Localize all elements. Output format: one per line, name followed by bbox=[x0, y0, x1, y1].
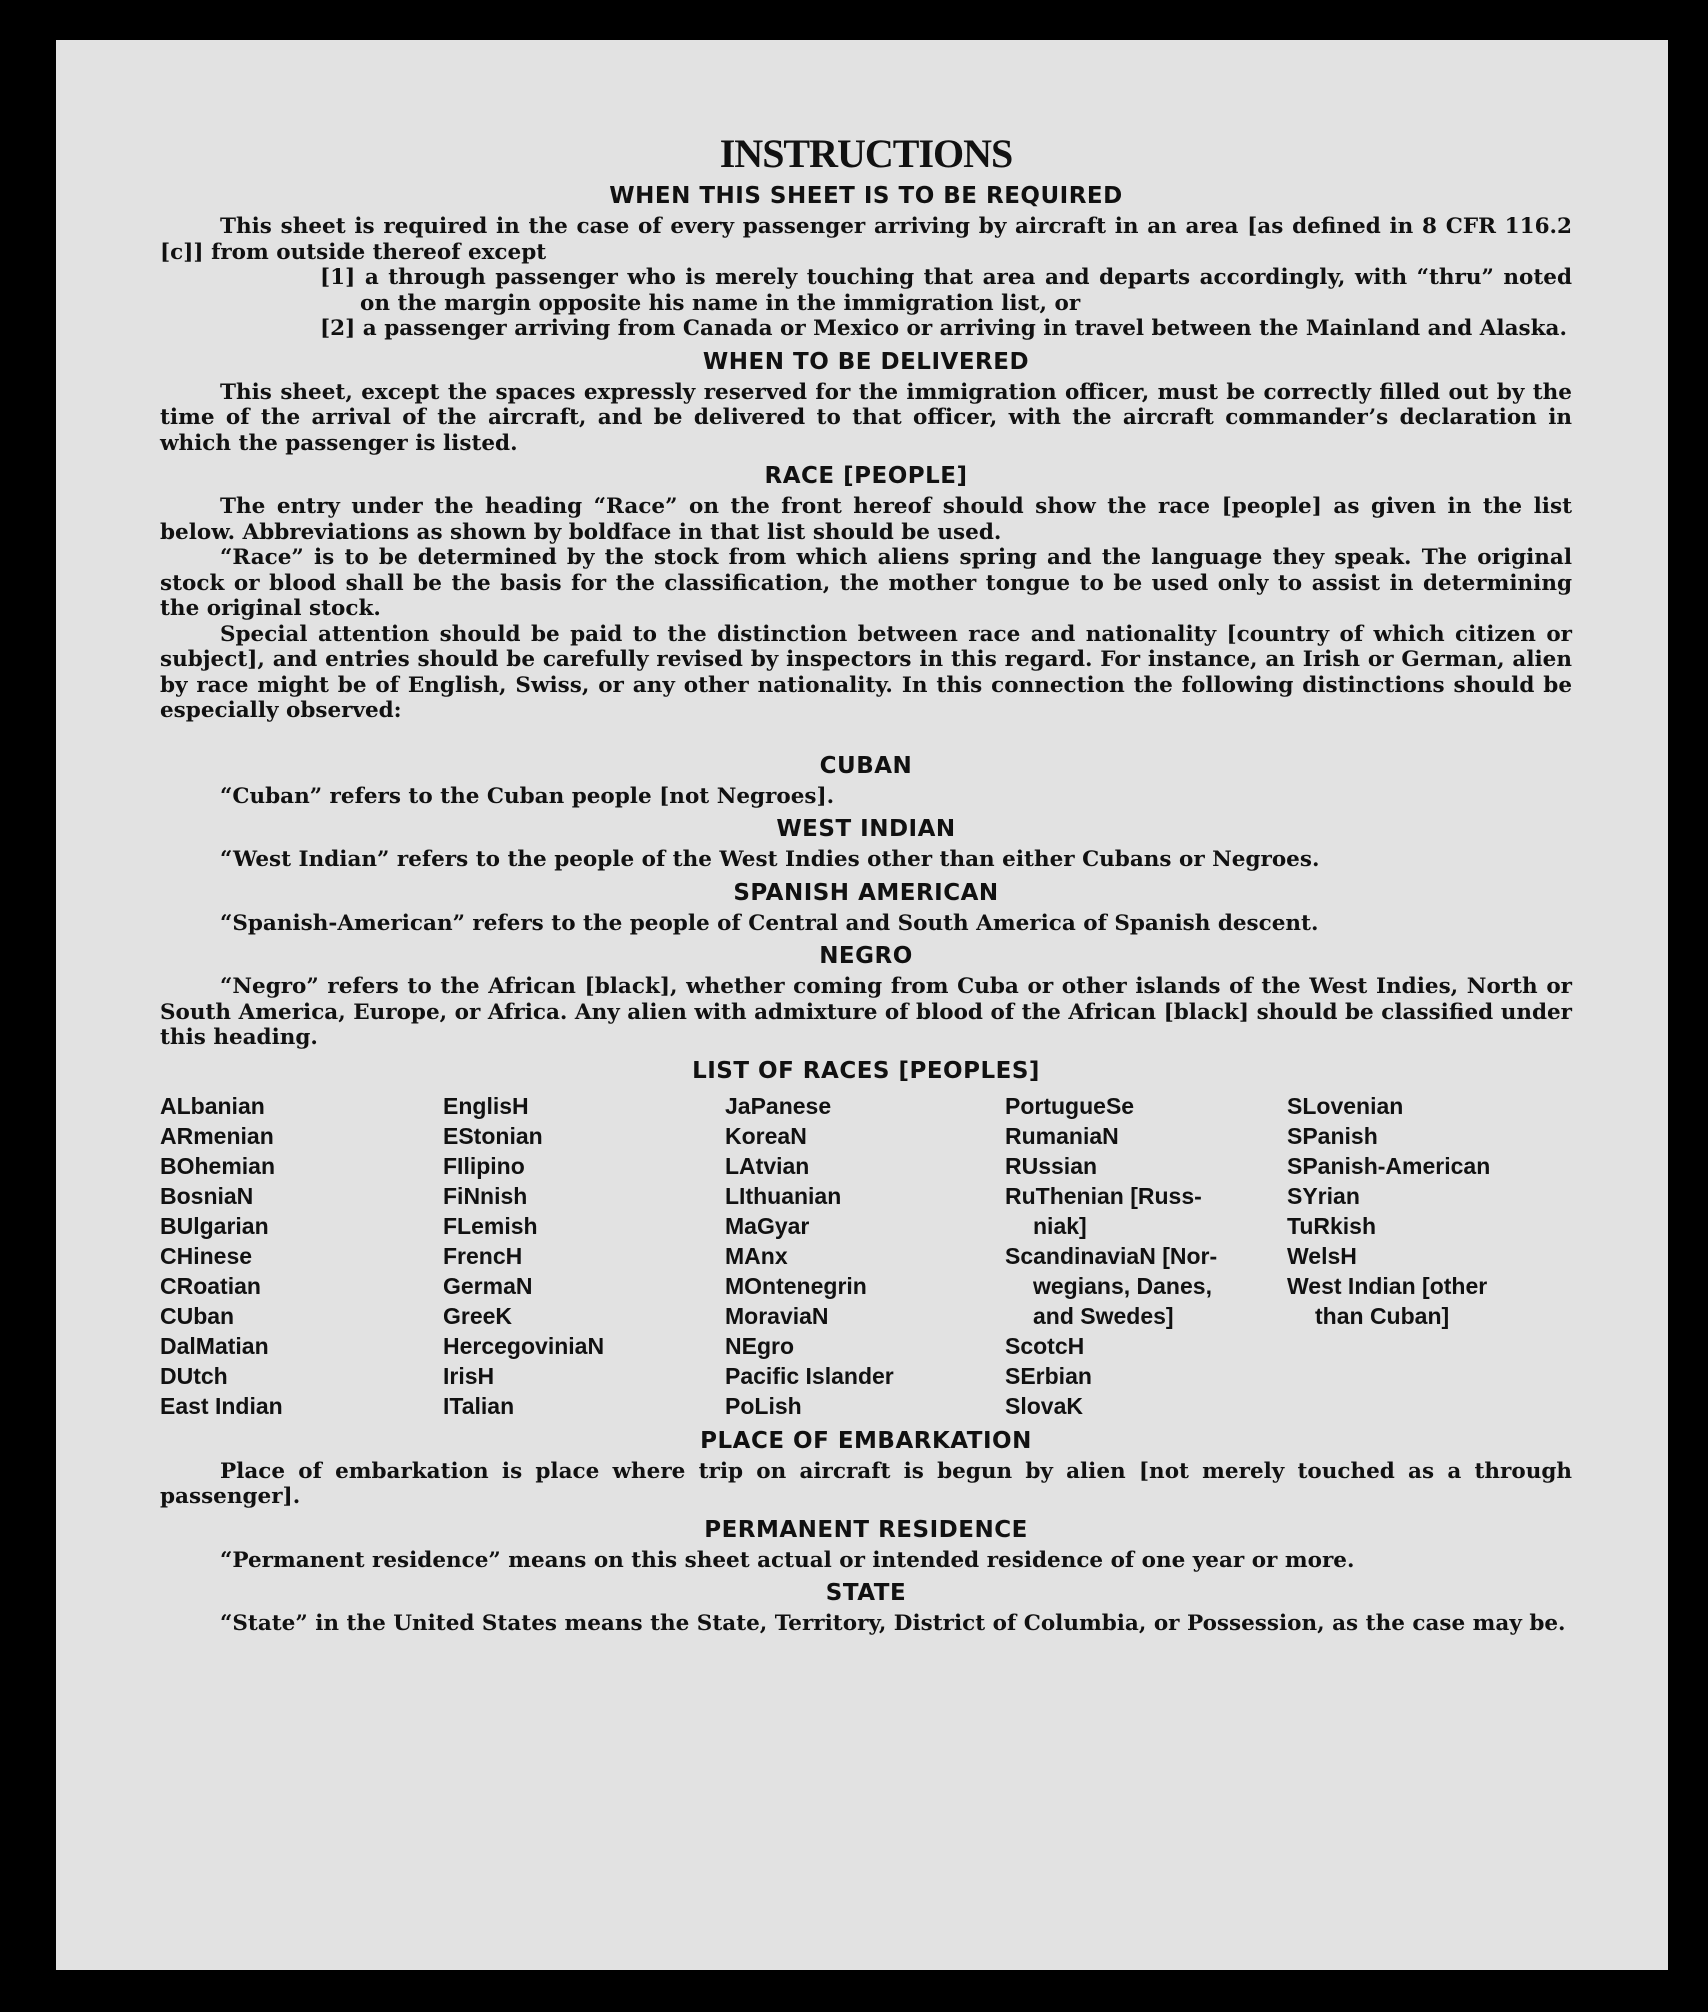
race-entry: CHinese bbox=[160, 1242, 253, 1269]
race-entry: CRoatian bbox=[160, 1272, 261, 1299]
negro-text: “Negro” refers to the African [black], whether coming from Cuba or other islands of the West Indies, North or South America, Europe, or Africa. Any alien with admixture of blood of the African [black] should be classified under this heading. bbox=[160, 974, 1572, 1050]
heading-spanish-american: SPANISH AMERICAN bbox=[733, 879, 999, 906]
heading-cuban: CUBAN bbox=[819, 752, 913, 779]
heading-race: RACE [PEOPLE] bbox=[764, 463, 968, 489]
heading-required: WHEN THIS SHEET IS TO BE REQUIRED bbox=[609, 183, 1123, 209]
spanish-american-text: “Spanish-American” refers to the people of Central and South America of Spanish descent. bbox=[220, 910, 1319, 936]
race-entry: niak] bbox=[1033, 1212, 1087, 1239]
race-entry: IrisH bbox=[443, 1362, 495, 1389]
race-entry: East Indian bbox=[160, 1392, 283, 1419]
race-entry: FLemish bbox=[443, 1212, 538, 1239]
race-entry: PoLish bbox=[725, 1392, 802, 1419]
race-entry: BosniaN bbox=[160, 1182, 254, 1209]
heading-residence: PERMANENT RESIDENCE bbox=[704, 1516, 1028, 1543]
required-item-2: [2] a passenger arriving from Canada or Mexico or arriving in travel between the Mainland and Alaska. bbox=[320, 316, 1567, 341]
cuban-text: “Cuban” refers to the Cuban people [not Negroes]. bbox=[220, 783, 835, 809]
race-entry: and Swedes] bbox=[1033, 1302, 1174, 1329]
race-column bbox=[160, 1091, 443, 1421]
race-entry: SlovaK bbox=[1005, 1392, 1083, 1419]
race-entry: NEgro bbox=[725, 1332, 794, 1359]
race-entry: SYrian bbox=[1287, 1182, 1360, 1209]
race-entry: PortugueSe bbox=[1005, 1092, 1135, 1119]
race-entry: HercegoviniaN bbox=[443, 1332, 605, 1359]
race-entry: GermaN bbox=[443, 1272, 533, 1299]
race-entry: wegians, Danes, bbox=[1033, 1272, 1212, 1299]
race-entry: LAtvian bbox=[725, 1152, 810, 1179]
race-entry: BUlgarian bbox=[160, 1212, 269, 1239]
race-entry: GreeK bbox=[443, 1302, 513, 1329]
residence-text: “Permanent residence” means on this sheet actual or intended residence of one year or more. bbox=[220, 1547, 1355, 1573]
race-entry: SLovenian bbox=[1287, 1092, 1404, 1119]
race-entry: ScandinaviaN [Nor- bbox=[1005, 1242, 1218, 1269]
race-entry: ARmenian bbox=[160, 1122, 274, 1149]
race-paragraph: Special attention should be paid to the distinction between race and nationality [country of which citizen or subject], and entries should be carefully revised by inspectors in this regard. For instance, an Irish or German, alien by race might be of English, Swiss, or any other nationality. In this connection the following distinctions should be especially observed: bbox=[160, 621, 1572, 723]
race-entry: EStonian bbox=[443, 1122, 543, 1149]
race-entry: DalMatian bbox=[160, 1332, 269, 1359]
race-entry: SErbian bbox=[1005, 1362, 1092, 1389]
race-column bbox=[443, 1091, 725, 1421]
race-paragraph: The entry under the heading “Race” on the front hereof should show the race [people] as given in the list below. Abbreviations as shown by boldface in that list should be used. bbox=[160, 494, 1572, 545]
race-entry: MoraviaN bbox=[725, 1302, 829, 1329]
race-entry: MOntenegrin bbox=[725, 1272, 867, 1299]
heading-west-indian: WEST INDIAN bbox=[776, 816, 956, 842]
race-entry: SPanish bbox=[1287, 1122, 1378, 1149]
race-entry: ITalian bbox=[443, 1392, 515, 1419]
race-entry: RUssian bbox=[1005, 1152, 1098, 1179]
page-title: INSTRUCTIONS bbox=[719, 131, 1013, 176]
race-list bbox=[160, 1091, 1572, 1421]
race-entry: MaGyar bbox=[725, 1212, 810, 1239]
race-entry: ScotcH bbox=[1005, 1332, 1085, 1359]
race-entry: RumaniaN bbox=[1005, 1122, 1119, 1149]
heading-delivered: WHEN TO BE DELIVERED bbox=[702, 348, 1030, 375]
race-entry: Pacific Islander bbox=[725, 1362, 894, 1389]
race-entry: EnglisH bbox=[443, 1092, 529, 1119]
race-entry: RuThenian [Russ- bbox=[1005, 1182, 1202, 1209]
race-column bbox=[725, 1091, 1005, 1421]
race-column bbox=[1287, 1091, 1572, 1421]
embarkation-text: Place of embarkation is place where trip on aircraft is begun by alien [not merely touched as a through passenger]. bbox=[160, 1458, 1572, 1509]
west-indian-text: “West Indian” refers to the people of the West Indies other than either Cubans or Negroes. bbox=[220, 847, 1320, 872]
instructions-content bbox=[160, 132, 1572, 1637]
race-entry: FiNnish bbox=[443, 1182, 528, 1209]
required-text: This sheet is required in the case of every passenger arriving by aircraft in an area [as defined in 8 CFR 116.2 [c]] from outside thereof except bbox=[160, 214, 1572, 265]
state-text: “State” in the United States means the State, Territory, District of Columbia, or Possession, as the case may be. bbox=[220, 1611, 1566, 1636]
race-entry: than Cuban] bbox=[1315, 1302, 1450, 1329]
race-entry: TuRkish bbox=[1287, 1212, 1377, 1239]
heading-embarkation: PLACE OF EMBARKATION bbox=[700, 1427, 1032, 1454]
race-entry: LIthuanian bbox=[725, 1182, 842, 1209]
race-entry: FIlipino bbox=[443, 1152, 525, 1179]
race-paragraph: “Race” is to be determined by the stock from which aliens spring and the language they speak. The original stock or blood shall be the basis for the classification, the mother tongue to be used only to assist in determining the original stock. bbox=[160, 545, 1572, 621]
heading-state: STATE bbox=[825, 1580, 907, 1606]
race-entry: MAnx bbox=[725, 1242, 788, 1269]
race-entry: KoreaN bbox=[725, 1122, 807, 1149]
race-entry: CUban bbox=[160, 1302, 235, 1329]
race-entry: BOhemian bbox=[160, 1152, 276, 1179]
required-item-1: [1] a through passenger who is merely touching that area and departs accordingly, with “thru” noted on the margin opposite his name in the immigration list, or bbox=[320, 265, 1572, 316]
race-entry: FrencH bbox=[443, 1242, 523, 1269]
race-entry: SPanish-American bbox=[1287, 1152, 1491, 1179]
delivered-text: This sheet, except the spaces expressly reserved for the immigration officer, must be correctly filled out by the time of the arrival of the aircraft, and be delivered to that officer, with the aircraft commander’s declaration in which the passenger is listed. bbox=[160, 379, 1572, 456]
race-entry: West Indian [other bbox=[1287, 1272, 1488, 1299]
race-entry: WelsH bbox=[1287, 1242, 1357, 1269]
heading-negro: NEGRO bbox=[819, 943, 913, 969]
race-entry: JaPanese bbox=[725, 1092, 832, 1119]
race-entry: DUtch bbox=[160, 1362, 228, 1389]
heading-list-of-races: LIST OF RACES [PEOPLES] bbox=[692, 1057, 1040, 1084]
race-column bbox=[1005, 1091, 1287, 1421]
race-entry: ALbanian bbox=[160, 1092, 265, 1119]
